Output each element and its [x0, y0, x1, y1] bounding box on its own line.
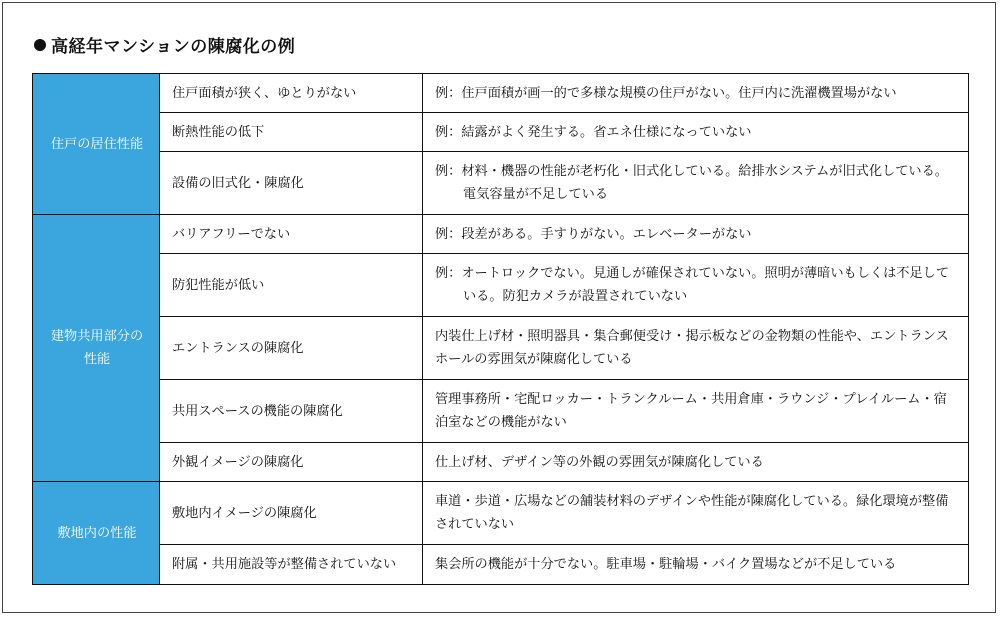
description-cell [423, 254, 969, 317]
category-cell: 敷地内の性能 [33, 482, 160, 585]
table-row [33, 317, 969, 380]
description-cell [423, 74, 969, 113]
description-text: 例：段差がある。手すりがない。エレベーターがない [435, 226, 752, 242]
item-cell: 共用スペースの機能の陳腐化 [160, 380, 423, 443]
obsolescence-table [32, 73, 969, 585]
description-cell: 車道・歩道・広場などの舗装材料のデザインや性能が陳腐化している。緑化環境が整備されていない [423, 482, 969, 545]
item-cell: 防犯性能が低い [160, 254, 423, 317]
table-row [33, 482, 969, 545]
description-cell: 仕上げ材、デザイン等の外観の雰囲気が陳腐化している [423, 443, 969, 482]
table-row [33, 443, 969, 482]
description-cell [423, 215, 969, 254]
description-text: 例：オートロックでない。見通しが確保されていない。照明が薄暗いもしくは不足している。防犯カメラが設置されていない [435, 266, 950, 304]
description-cell: 内装仕上げ材・照明器具・集合郵便受け・掲示板などの金物類の性能や、エントランスホールの雰囲気が陳腐化している [423, 317, 969, 380]
item-cell: 敷地内イメージの陳腐化 [160, 482, 423, 545]
item-cell: 断熱性能の低下 [160, 113, 423, 152]
table-row [33, 545, 969, 585]
description-cell [423, 113, 969, 152]
item-cell: 設備の旧式化・陳腐化 [160, 152, 423, 215]
category-cell: 建物共用部分の性能 [33, 215, 160, 482]
description-text: 例：結露がよく発生する。省エネ仕様になっていない [435, 124, 752, 140]
category-cell: 住戸の居住性能 [33, 74, 160, 215]
description-text: 例：材料・機器の性能が老朽化・旧式化している。給排水システムが旧式化している。電気容量が不足している [435, 164, 948, 202]
table-row [33, 74, 969, 113]
table-row [33, 113, 969, 152]
item-cell: 附属・共用施設等が整備されていない [160, 545, 423, 585]
page-title [34, 32, 295, 57]
table-row [33, 215, 969, 254]
description-cell: 集会所の機能が十分でない。駐車場・駐輪場・バイク置場などが不足している [423, 545, 969, 585]
item-cell: 外観イメージの陳腐化 [160, 443, 423, 482]
page-title-text: 高経年マンションの陳腐化の例 [51, 37, 296, 57]
item-cell: バリアフリーでない [160, 215, 423, 254]
description-cell [423, 152, 969, 215]
description-cell: 管理事務所・宅配ロッカー・トランクルーム・共用倉庫・ラウンジ・プレイルーム・宿泊室などの機能がない [423, 380, 969, 443]
table-row [33, 380, 969, 443]
item-cell: エントランスの陳腐化 [160, 317, 423, 380]
description-text: 例：住戸面積が画一的で多様な規模の住戸がない。住戸内に洗濯機置場がない [435, 85, 897, 101]
bullet-icon [34, 39, 46, 51]
item-cell: 住戸面積が狭く、ゆとりがない [160, 74, 423, 113]
table-row [33, 254, 969, 317]
table-row [33, 152, 969, 215]
